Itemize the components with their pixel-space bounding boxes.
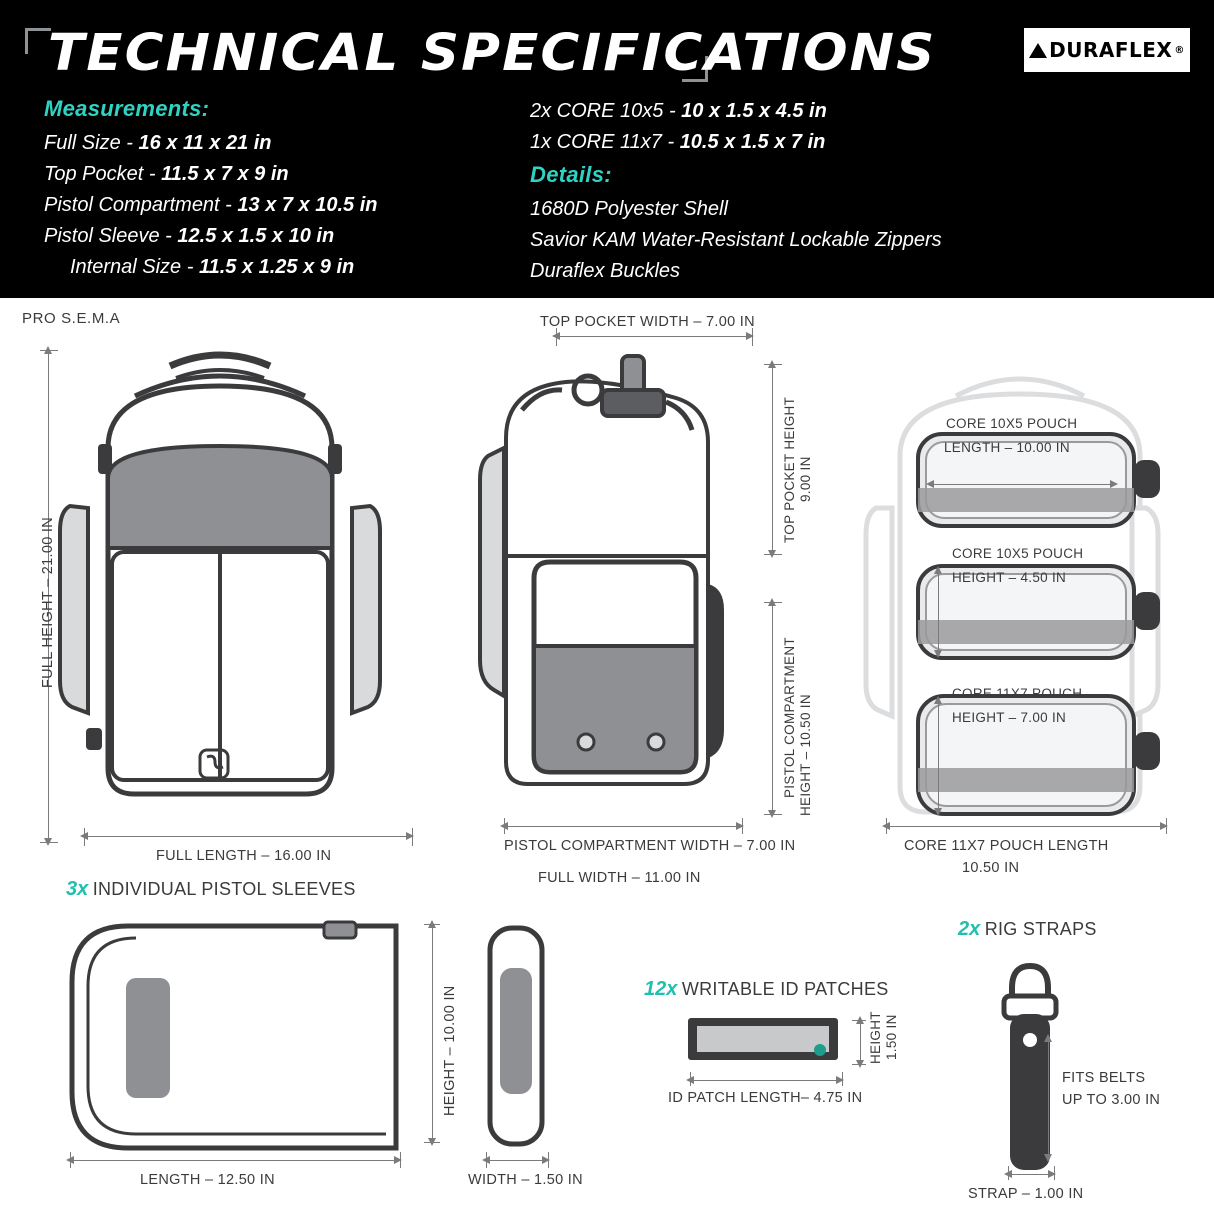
core-10x5-height-line — [938, 570, 939, 654]
measurement-value: 16 x 11 x 21 in — [138, 132, 272, 154]
top-pocket-height-value: 9.00 IN — [798, 456, 813, 502]
measurement-row — [44, 159, 514, 190]
sleeve-height-line — [432, 924, 433, 1142]
dim-tick — [764, 554, 782, 555]
measurements-column — [44, 96, 514, 283]
measurement-value: 11.5 x 7 x 9 in — [161, 163, 289, 185]
dim-arrow — [1044, 1154, 1052, 1162]
duraflex-triangle-icon — [1029, 43, 1047, 58]
detail-row: 1680D Polyester Shell — [530, 198, 728, 220]
measurement-value: 11.5 x 1.25 x 9 in — [198, 256, 355, 278]
measurement-value: 10.5 x 1.5 x 7 in — [679, 131, 826, 153]
measurement-label: Pistol Sleeve - — [44, 225, 178, 247]
pistol-sleeve-side-illustration — [482, 922, 572, 1152]
fits-belts-label-line1: FITS BELTS — [1062, 1070, 1146, 1086]
full-width-label: FULL WIDTH – 11.00 IN — [538, 870, 701, 886]
dim-tick — [690, 1072, 691, 1086]
dim-tick — [1166, 818, 1167, 834]
dim-tick — [548, 1152, 549, 1168]
top-pocket-width-label: TOP POCKET WIDTH – 7.00 IN — [540, 314, 755, 330]
measurement-value: 13 x 7 x 10.5 in — [237, 194, 378, 216]
id-patch-height-value: 1.50 IN — [884, 1014, 899, 1060]
core-10x5-pouch-label-1: CORE 10X5 POUCH — [946, 416, 1078, 431]
id-patch-length-label: ID PATCH LENGTH– 4.75 IN — [668, 1090, 863, 1106]
sleeve-length-label: LENGTH – 12.50 IN — [140, 1172, 275, 1188]
measurement-row — [44, 221, 514, 252]
dim-tick — [424, 924, 440, 925]
core-11x7-height-line — [938, 700, 939, 812]
dim-tick — [764, 364, 782, 365]
dim-tick — [504, 818, 505, 834]
dim-tick — [84, 828, 85, 846]
core-11x7-length-label-line2: 10.50 IN — [962, 860, 1020, 876]
details-column — [530, 96, 1030, 287]
rig-straps-title — [958, 918, 1097, 941]
measurement-label: Top Pocket - — [44, 163, 162, 185]
dim-tick — [752, 328, 753, 346]
detail-row: Duraflex Buckles — [530, 260, 681, 282]
core-11x7-length-line — [886, 826, 1166, 827]
detail-row: Savior KAM Water-Resistant Lockable Zippers — [530, 229, 942, 251]
dim-tick — [742, 818, 743, 834]
strap-belt-line — [1048, 1038, 1049, 1158]
measurements-heading: Measurements: — [44, 96, 210, 121]
dim-tick — [886, 818, 887, 834]
pistol-sleeves-label: INDIVIDUAL PISTOL SLEEVES — [92, 879, 356, 899]
page-title: TECHNICAL SPECIFICATIONS — [48, 24, 937, 83]
measurement-value: 10 x 1.5 x 4.5 in — [681, 100, 827, 122]
measurement-row — [44, 190, 514, 221]
measurement-value: 12.5 x 1.5 x 10 in — [177, 225, 335, 247]
pistol-compartment-width-label: PISTOL COMPARTMENT WIDTH – 7.00 IN — [504, 838, 796, 854]
dim-arrow — [934, 808, 942, 816]
dim-tick — [40, 842, 58, 843]
core-10x5-pouch-label-2: CORE 10X5 POUCH — [952, 546, 1084, 561]
dim-tick — [842, 1072, 843, 1086]
dim-arrow — [934, 566, 942, 574]
sleeve-width-line — [486, 1160, 548, 1161]
dim-tick — [556, 328, 557, 346]
measurement-label: 1x CORE 11x7 - — [530, 131, 680, 153]
id-patch-height-line — [860, 1020, 861, 1064]
header-banner — [0, 0, 1214, 298]
duraflex-logo-text: DURAFLEX — [1049, 38, 1173, 62]
top-pocket-height-label: TOP POCKET HEIGHT — [782, 396, 797, 543]
dim-tick — [1054, 1166, 1055, 1180]
id-patch-count: 12x — [644, 978, 678, 1000]
pistol-compartment-width-line — [504, 826, 742, 827]
sleeve-length-line — [70, 1160, 400, 1161]
measurement-label: 2x CORE 10x5 - — [530, 100, 682, 122]
strap-width-label: STRAP – 1.00 IN — [968, 1186, 1084, 1202]
dim-arrow — [1044, 1034, 1052, 1042]
sleeve-width-label: WIDTH – 1.50 IN — [468, 1172, 583, 1188]
duraflex-logo — [1024, 28, 1190, 72]
core-11x7-length-label-line1: CORE 11X7 POUCH LENGTH — [904, 838, 1109, 854]
top-pocket-height-line — [772, 364, 773, 554]
measurement-label: Full Size - — [44, 132, 139, 154]
measurement-row — [530, 127, 1030, 158]
id-patch-length-line — [690, 1080, 842, 1081]
id-patch-title — [644, 978, 889, 1001]
core-11x7-height-label: HEIGHT – 7.00 IN — [952, 710, 1067, 725]
registered-mark: ® — [1174, 44, 1185, 56]
details-heading: Details: — [530, 162, 612, 187]
pistol-sleeves-title — [66, 878, 356, 901]
fits-belts-label-line2: UP TO 3.00 IN — [1062, 1092, 1161, 1108]
core-11x7-pouch-label: CORE 11X7 POUCH — [952, 686, 1083, 701]
dim-tick — [400, 1152, 401, 1168]
dim-tick — [40, 350, 58, 351]
diagram-area — [0, 298, 1214, 1214]
measurement-row — [44, 128, 514, 159]
pistol-compartment-height-value: HEIGHT – 10.50 IN — [798, 694, 813, 816]
full-length-label: FULL LENGTH – 16.00 IN — [156, 848, 332, 864]
backpack-front-illustration — [40, 338, 440, 878]
sleeve-height-label: HEIGHT – 10.00 IN — [442, 985, 458, 1116]
measurement-label: Pistol Compartment - — [44, 194, 238, 216]
pistol-sleeves-count: 3x — [66, 878, 89, 900]
dim-tick — [1008, 1166, 1009, 1180]
dim-tick — [852, 1020, 866, 1021]
dim-tick — [764, 602, 782, 603]
product-code-label: PRO S.E.M.A — [22, 310, 121, 327]
backpack-side-illustration — [470, 346, 790, 866]
pistol-sleeve-front-illustration — [62, 916, 422, 1156]
id-patch-label: WRITABLE ID PATCHES — [681, 979, 889, 999]
rig-straps-count: 2x — [958, 918, 981, 940]
dim-tick — [424, 1142, 440, 1143]
measurement-label: Internal Size - — [70, 256, 199, 278]
dim-arrow — [926, 480, 934, 488]
top-pocket-width-line — [556, 336, 752, 337]
rig-straps-label: RIG STRAPS — [984, 919, 1097, 939]
pistol-compartment-height-label: PISTOL COMPARTMENT — [782, 637, 797, 798]
full-length-dimension-line — [84, 836, 412, 837]
pistol-compartment-height-line — [772, 602, 773, 814]
core-10x5-length-label: LENGTH – 10.00 IN — [944, 440, 1070, 455]
core-10x5-height-label: HEIGHT – 4.50 IN — [952, 570, 1067, 585]
measurement-row — [44, 252, 514, 283]
dim-tick — [486, 1152, 487, 1168]
dim-arrow — [1110, 480, 1118, 488]
dim-tick — [852, 1064, 866, 1065]
dim-tick — [412, 828, 413, 846]
dim-tick — [764, 814, 782, 815]
id-patch-illustration — [686, 1014, 846, 1066]
measurement-row — [530, 96, 1030, 127]
full-height-label: FULL HEIGHT – 21.00 IN — [40, 517, 56, 688]
core-10x5-length-line — [930, 484, 1116, 485]
id-patch-height-label: HEIGHT — [868, 1011, 883, 1064]
dim-arrow — [934, 696, 942, 704]
dim-arrow — [934, 650, 942, 658]
dim-tick — [70, 1152, 71, 1168]
